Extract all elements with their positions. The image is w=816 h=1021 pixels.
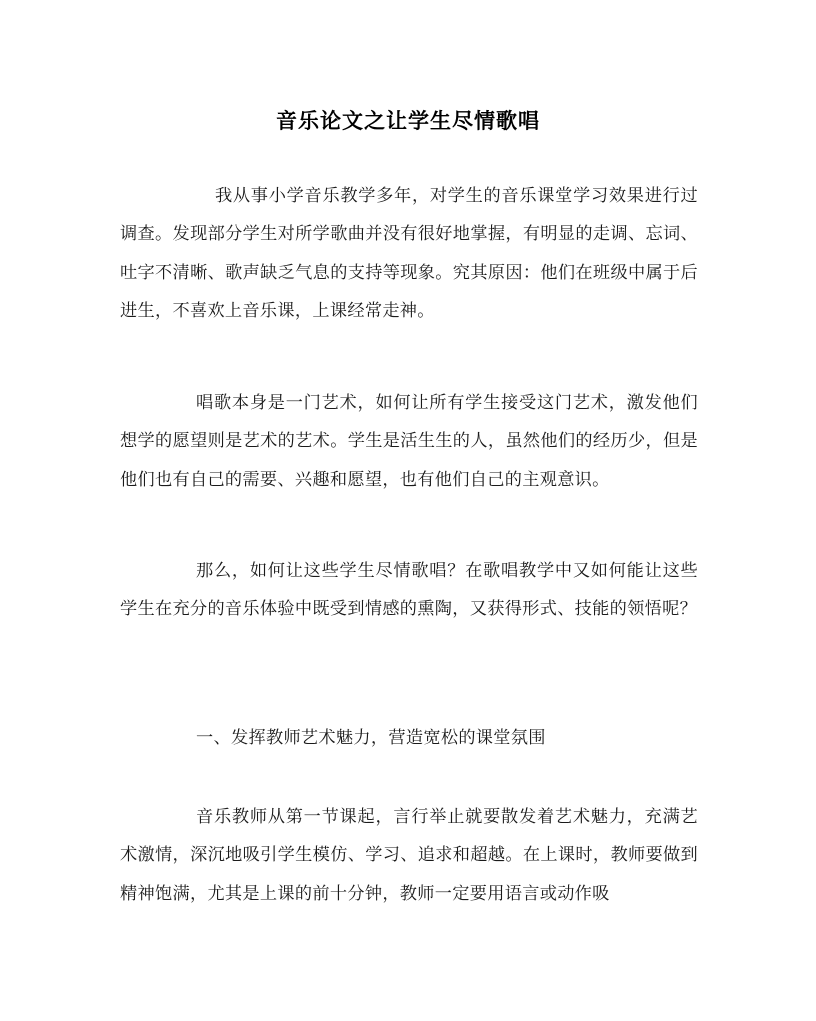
paragraph-teacher-charm: 音乐教师从第一节课起，言行举止就要散发着艺术魅力，充满艺术激情，深沉地吸引学生模仿、学习、追求和超越。在上课时，教师要做到精神饱满，尤其是上课的前十分钟，教师一定要用语言或动作吸 <box>120 807 698 904</box>
paragraph-singing-art: 唱歌本身是一门艺术，如何让所有学生接受这门艺术，激发他们想学的愿望则是艺术的艺术。学生是活生生的人，虽然他们的经历少，但是他们也有自己的需要、兴趣和愿望，也有他们自己的主观意识。 <box>120 393 698 490</box>
paragraph-question: 那么，如何让这些学生尽情歌唱？在歌唱教学中又如何能让这些学生在充分的音乐体验中既受到情感的熏陶，又获得形式、技能的领悟呢？ <box>120 561 698 620</box>
section-heading-1: 一、发挥教师艺术魅力，营造宽松的课堂氛围 <box>196 728 546 748</box>
document-title: 音乐论文之让学生尽情歌唱 <box>276 108 540 133</box>
paragraph-intro: 我从事小学音乐教学多年，对学生的音乐课堂学习效果进行过调查。发现部分学生对所学歌曲并没有很好地掌握，有明显的走调、忘词、吐字不清晰、歌声缺乏气息的支持等现象。究其原因：他们在班级中属于后进生，不喜欢上音乐课，上课经常走神。 <box>120 186 698 321</box>
